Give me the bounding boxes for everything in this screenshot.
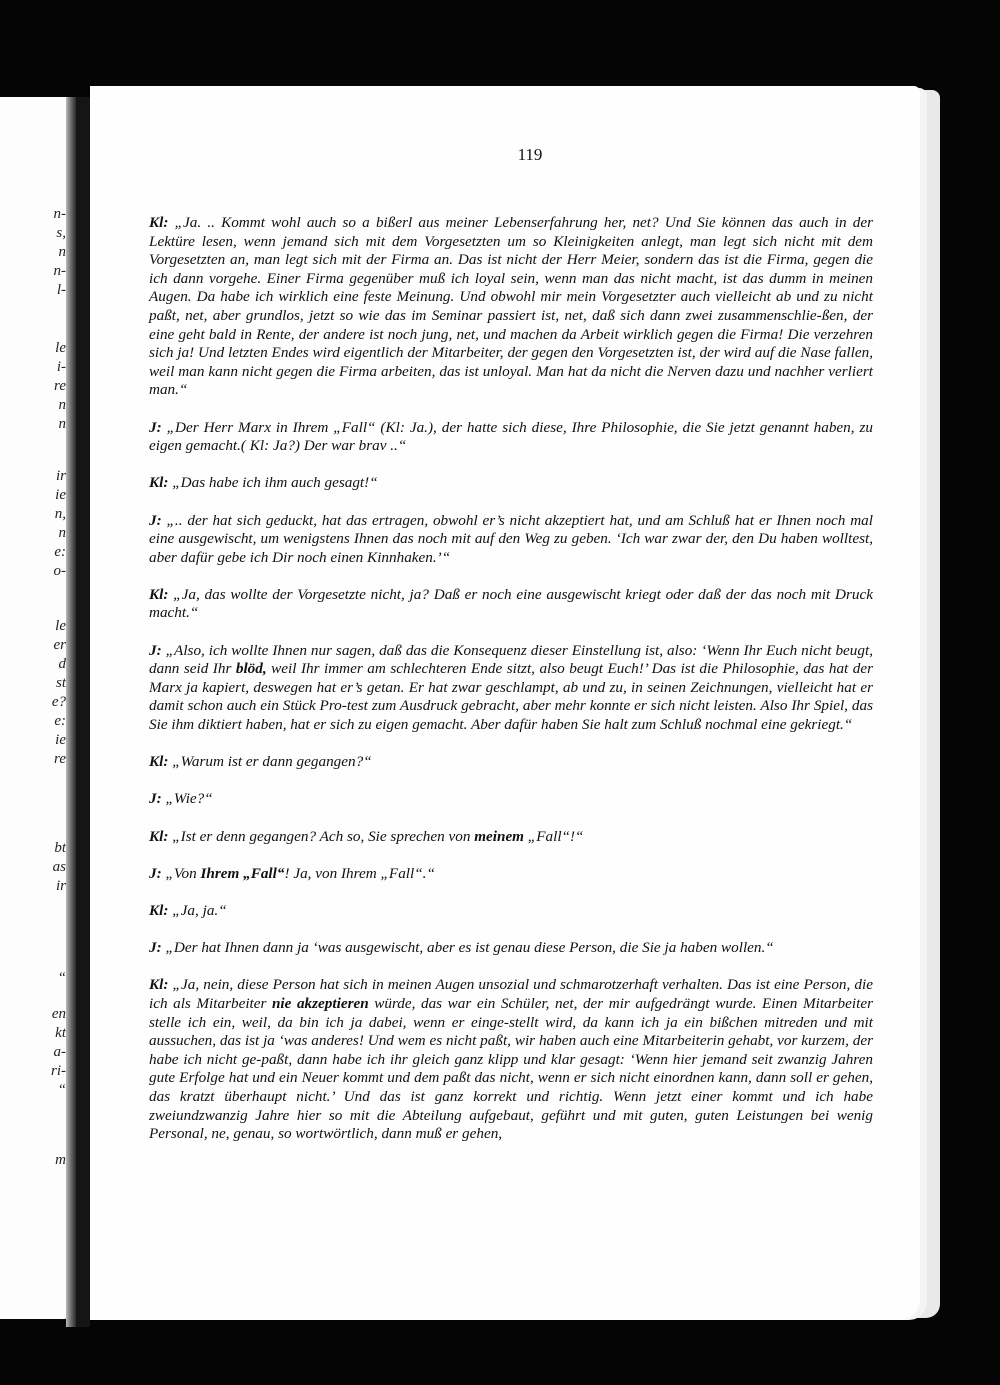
transcript-body [149,214,873,1162]
left-page-text-fragment: e: [54,544,66,560]
utterance-text: weil Ihr immer am schlechteren Ende sitzt, also beugt Euch!’ Das ist die Philosophie, das hat der Marx ja kapiert, deswegen hat er’s getan. Er hat zwar geschlampt, ab und zu, in seinen Zeichnungen, vielleicht hat er damit schon auch ein Stück Pro-test zum Ausdruck gebracht, aber mehr konnte er sich nicht leisten. Also Ihr Spiel, das Sie ihm diktiert haben, hat er sich zu eigen gemacht. Aber dafür haben Sie halt zum Schluß nochmal eine gekriegt.“ [149,660,873,734]
left-page-text-fragment: le [55,340,66,356]
emphasized-text: blöd, [235,660,267,678]
left-page-text-fragment: n- [53,206,66,222]
left-page-text-fragment: ir [55,468,66,484]
book-gutter-shadow [76,97,90,1327]
transcript-paragraph [149,642,873,735]
left-page-text-fragment: as [52,859,66,875]
utterance-text: würde, das war ein Schüler, net, der mir aufgedrängt wurde. Einen Mitarbeiter stelle ich ein, weil, da bin ich ja dabei, wenn er einge-stellt wird, da kann ich ja ein bißchen mitreden und mit aussuchen, das ist ja ‘was anderes! Und wem es nicht paßt, wir haben auch eine Mitarbeiterin gehabt, vor kurzem, der habe ich nicht ge-paßt, dann habe ich ihr gleich ganz klipp und klar gesagt: ‘Wenn hier jemand seit zwanzig Jahren gute Erfolge hat und ein Neuer kommt und dem paßt das nicht, wenn er sich nicht einordnen kann, dann soll er gehen, das kratzt überhaupt nicht.’ Und das ist ganz korrekt und richtig. Wenn jetzt einer kommt und ich habe zweiundzwanzig Jahre hier so mit die Abteilung aufgebaut, geführt und mit guten, guten Leistungen bei wenig Personal, ne, genau, so wortwörtlich, dann muß er gehen, [149,994,873,1143]
utterance-text: „Das habe ich ihm auch gesagt!“ [168,474,378,492]
book-gutter [66,97,76,1327]
transcript-paragraph [149,976,873,1143]
left-page-text-fragment: e? [51,694,66,710]
left-page-text-fragment: m [55,1152,66,1168]
right-page [90,86,920,1320]
left-page-text-fragment: n- [53,263,66,279]
left-page-text-fragment: re [54,378,66,394]
speaker-label: J: [149,939,162,957]
left-page-text-fragment: e: [54,713,66,729]
transcript-paragraph [149,214,873,400]
utterance-text: „Ja. .. Kommt wohl auch so a bißerl aus meiner Lebenserfahrung her, net? Und Sie können das auch in der Lektüre lesen, wenn jemand sich mit dem Vorgesetzten um so Kleinigkeiten anlegt, man legt sich nicht mit dem Vorgesetzten an, man legt sich mit der Firma an. Das ist nicht der Herr Meier, sondern das ist die Firma, gegen die ich dann vorgehe. Einer Firma gegenüber muß ich loyal sein, wenn man das nicht macht, ist das dumm in meinen Augen. Da habe ich wirklich eine feste Meinung. Und obwohl mir mein Vorgesetzter auch vielleicht ab und zu nicht paßt, net, aber grundlos, jetzt so wie das im Seminar passiert ist, net, daß sich dann zwei zusammenschlie-ßen, der eine geht bald in Rente, der andere ist noch jung, net, und machen da Arbeit wirklich gegen die Firma! Die verzehren sich ja! Und letzten Endes wird eigentlich der Mitarbeiter, der gegen den Vorgesetzten ist, der wird auf die Nase fallen, weil man kann nicht gegen die Firma arbeiten, das ist unloyal. Man hat da nicht die Nerven dazu und nachher verliert man.“ [149,214,873,399]
transcript-paragraph [149,753,873,772]
left-page-text-fragment: en [51,1006,66,1022]
utterance-text: „Von [161,864,201,882]
speaker-label: Kl: [149,214,169,231]
transcript-paragraph [149,419,873,456]
left-page-text-fragment: le [55,618,66,634]
utterance-text: „Der hat Ihnen dann ja ‘was ausgewischt, aber es ist genau diese Person, die Sie ja haben wollen.“ [161,939,774,957]
speaker-label: J: [149,641,162,659]
left-page-text-fragment: o- [53,563,66,579]
left-page-text-fragment: ri- [51,1063,66,1079]
left-page-text-fragment: n, [54,506,66,522]
speaker-label: Kl: [149,976,169,994]
left-page-text-fragment: n [58,244,66,260]
emphasized-text: meinem [474,827,524,845]
speaker-label: Kl: [149,585,169,603]
utterance-text: „Ist er denn gegangen? Ach so, Sie sprechen von [168,827,475,845]
utterance-text: „Wie?“ [161,790,213,808]
left-page-edge [0,97,70,1319]
emphasized-text: Ihrem „Fall“ [200,864,285,882]
left-page-text-fragment: l- [56,282,66,298]
utterance-text: „Der Herr Marx in Ihrem „Fall“ (Kl: Ja.), der hatte sich diese, Ihre Philosophie, die Sie jetzt genannt haben, zu eigen gemacht.( Kl: Ja?) Der war brav ..“ [149,418,873,455]
speaker-label: J: [149,418,162,436]
utterance-text: „Ja, das wollte der Vorgesetzte nicht, ja? Daß er noch eine ausgewischt kriegt oder daß der das noch mit Druck macht.“ [149,585,873,622]
transcript-paragraph [149,828,873,847]
transcript-paragraph [149,512,873,568]
left-page-text-fragment: s, [56,225,66,241]
left-page-text-fragment: “ [57,970,66,986]
speaker-label: J: [149,511,162,529]
utterance-text: „.. der hat sich geduckt, hat das ertragen, obwohl er’s nicht akzeptiert hat, und am Schluß hat er Ihnen noch mal eine ausgewischt, um wenigstens Ihnen das noch mit auf den Weg zu geben. ‘Ich war zwar der, den Du haben wolltest, aber dafür gebe ich Dir noch einen Kinnhaken.’“ [149,511,873,566]
left-page-text-fragment: n [58,397,66,413]
transcript-paragraph [149,586,873,623]
page-number: 119 [517,145,543,164]
left-page-text-fragment: n [58,416,66,432]
left-page-text-fragment: st [55,675,66,691]
left-page-text-fragment: er [53,637,66,653]
left-page-text-fragment: bt [54,840,66,856]
left-page-text-fragment: ie [55,732,66,748]
transcript-paragraph [149,902,873,921]
utterance-text: „Ja, nein, diese Person hat sich in meinen Augen unsozial und schmarotzerhaft verhalten. Das ist eine Person, die ich als Mitarbeiter [149,976,873,1012]
speaker-label: J: [149,864,162,882]
speaker-label: Kl: [149,474,169,492]
utterance-text: ! Ja, von Ihrem „Fall“.“ [284,864,435,882]
transcript-paragraph [149,939,873,958]
speaker-label: Kl: [149,827,169,845]
left-page-text-fragment: a- [53,1044,66,1060]
left-page-text-fragment: ir [55,878,66,894]
utterance-text: „Also, ich wollte Ihnen nur sagen, daß das die Konsequenz dieser Einstellung ist, also: ‘Wenn Ihr Euch nicht beugt, dann seid Ihr [149,641,873,678]
speaker-label: J: [149,790,162,808]
transcript-paragraph [149,474,873,493]
utterance-text: „Warum ist er dann gegangen?“ [168,753,372,771]
left-page-text-fragment: re [54,751,66,767]
transcript-paragraph [149,865,873,884]
left-page-text-fragment: ie [55,487,66,503]
left-page-text-fragment: d [58,656,66,672]
transcript-paragraph [149,790,873,809]
left-page-text-fragment: “ [57,1082,66,1098]
left-page-text-fragment: n [58,525,66,541]
emphasized-text: nie akzeptieren [271,994,369,1012]
speaker-label: Kl: [149,753,169,771]
utterance-text: „Ja, ja.“ [168,901,227,919]
utterance-text: „Fall“!“ [524,827,584,845]
speaker-label: Kl: [149,901,169,919]
left-page-text-fragment: i- [56,359,66,375]
left-page-text-fragment: kt [55,1025,66,1041]
